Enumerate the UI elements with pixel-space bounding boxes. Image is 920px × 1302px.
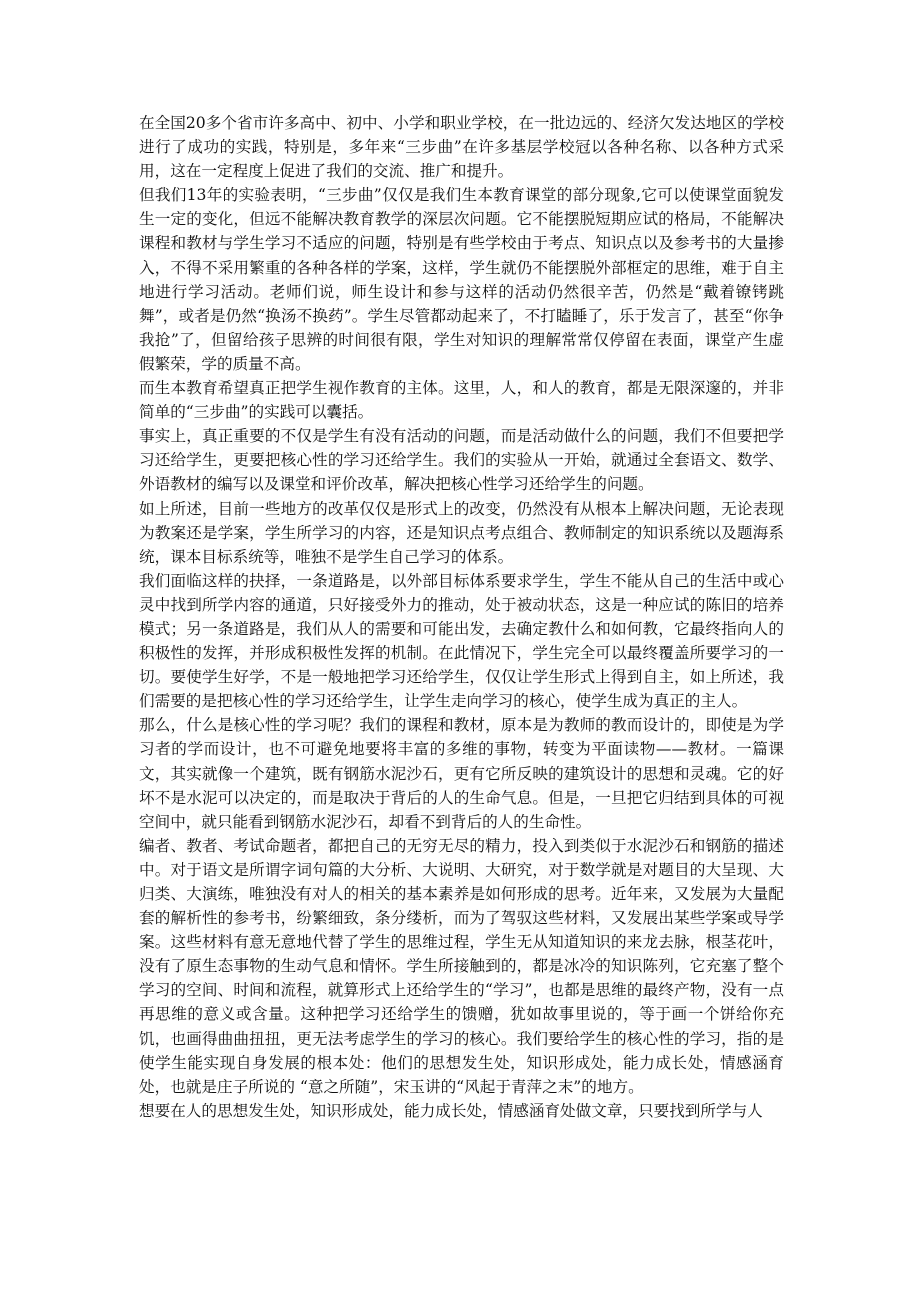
paragraph-3: 而生本教育希望真正把学生视作教育的主体。这里，人，和人的教育，都是无限深邃的，并非简单的“三步曲”的实践可以囊括。 [139, 379, 784, 422]
paragraph-2: 但我们13年的实验表明，“三步曲”仅仅是我们生本教育课堂的部分现象,它可以使课堂面貌发生一定的变化，但远不能解决教育教学的深层次问题。它不能摆脱短期应试的格局，不能解决课程和教材与学生学习不适应的问题，特别是有些学校由于考点、知识点以及参考书的大量掺入，不得不采用繁重的各种各样的学案，这样，学生就仍不能摆脱外部框定的思维，难于自主地进行学习活动。老师们说，师生设计和参与这样的活动仍然很辛苦，仍然是“戴着镣铐跳舞”，或者是仍然“换汤不换药”。学生尽管都动起来了，不打瞌睡了，乐于发言了，甚至“你争我抢”了，但留给孩子思辨的时间很有限，学生对知识的理解常常仅停留在表面，课堂产生虚假繁荣，学的质量不高。 [139, 186, 784, 373]
paragraph-1: 在全国20多个省市许多高中、初中、小学和职业学校，在一批边远的、经济欠发达地区的学校进行了成功的实践，特别是，多年来“三步曲”在许多基层学校冠以各种名称、以各种方式采用，这在一定程度上促进了我们的交流、推广和提升。 [139, 114, 784, 181]
paragraph-7: 那么，什么是核心性的学习呢？我们的课程和教材，原本是为教师的教而设计的，即使是为学习者的学而设计，也不可避免地要将丰富的多维的事物，转变为平面读物——教材。一篇课文，其实就像一个建筑，既有钢筋水泥沙石，更有它所反映的建筑设计的思想和灵魂。它的好坏不是水泥可以决定的，而是取决于背后的人的生命气息。但是，一旦把它归结到具体的可视空间中，就只能看到钢筋水泥沙石，却看不到背后的人的生命性。 [139, 716, 784, 831]
paragraph-4: 事实上，真正重要的不仅是学生有没有活动的问题，而是活动做什么的问题，我们不但要把学习还给学生，更要把核心性的学习还给学生。我们的实验从一开始，就通过全套语文、数学、外语教材的编写以及课堂和评价改革，解决把核心性学习还给学生的问题。 [139, 427, 784, 494]
paragraph-9: 想要在人的思想发生处，知识形成处，能力成长处，情感涵育处做文章，只要找到所学与人 [139, 1101, 763, 1120]
paragraph-5: 如上所述，目前一些地方的改革仅仅是形式上的改变，仍然没有从根本上解决问题，无论表现为教案还是学案，学生所学习的内容，还是知识点考点组合、教师制定的知识系统以及题海系统，课本目标系统等，唯独不是学生自己学习的体系。 [139, 499, 784, 566]
paragraph-8: 编者、教者、考试命题者，都把自己的无穷无尽的精力，投入到类似于水泥沙石和钢筋的描述中。对于语文是所谓字词句篇的大分析、大说明、大研究，对于数学就是对题目的大呈现、大归类、大演练，唯独没有对人的相关的基本素养是如何形成的思考。近年来，又发展为大量配套的解析性的参考书，纷繁细致，条分缕析，而为了驾驭这些材料，又发展出某些学案或导学案。这些材料有意无意地代替了学生的思维过程，学生无从知道知识的来龙去脉，根茎花叶，没有了原生态事物的生动气息和情怀。学生所接触到的，都是冰冷的知识陈列，它充塞了整个学习的空间、时间和流程，就算形式上还给学生的“学习”，也都是思维的最终产物，没有一点再思维的意义或含量。这种把学习还给学生的馈赠，犹如故事里说的，等于画一个饼给你充饥，也画得曲曲扭扭，更无法考虑学生的学习的核心。我们要给学生的核心性的学习，指的是使学生能实现自身发展的根本处：他们的思想发生处，知识形成处，能力成长处，情感涵育处，也就是庄子所说的 “意之所随”，宋玉讲的“风起于青萍之末”的地方。 [139, 836, 784, 1096]
paragraph-6: 我们面临这样的抉择，一条道路是，以外部目标体系要求学生，学生不能从自己的生活中或心灵中找到所学内容的通道，只好接受外力的推动，处于被动状态，这是一种应试的陈旧的培养模式；另一条道路是，我们从人的需要和可能出发，去确定教什么和如何教，它最终指向人的积极性的发挥，并形成积极性发挥的机制。在此情况下，学生完全可以最终覆盖所要学习的一切。要使学生好学，不是一般地把学习还给学生，仅仅让学生形式上得到自主，如上所述，我们需要的是把核心性的学习还给学生，让学生走向学习的核心，使学生成为真正的主人。 [139, 571, 784, 711]
document-body [139, 111, 784, 1123]
